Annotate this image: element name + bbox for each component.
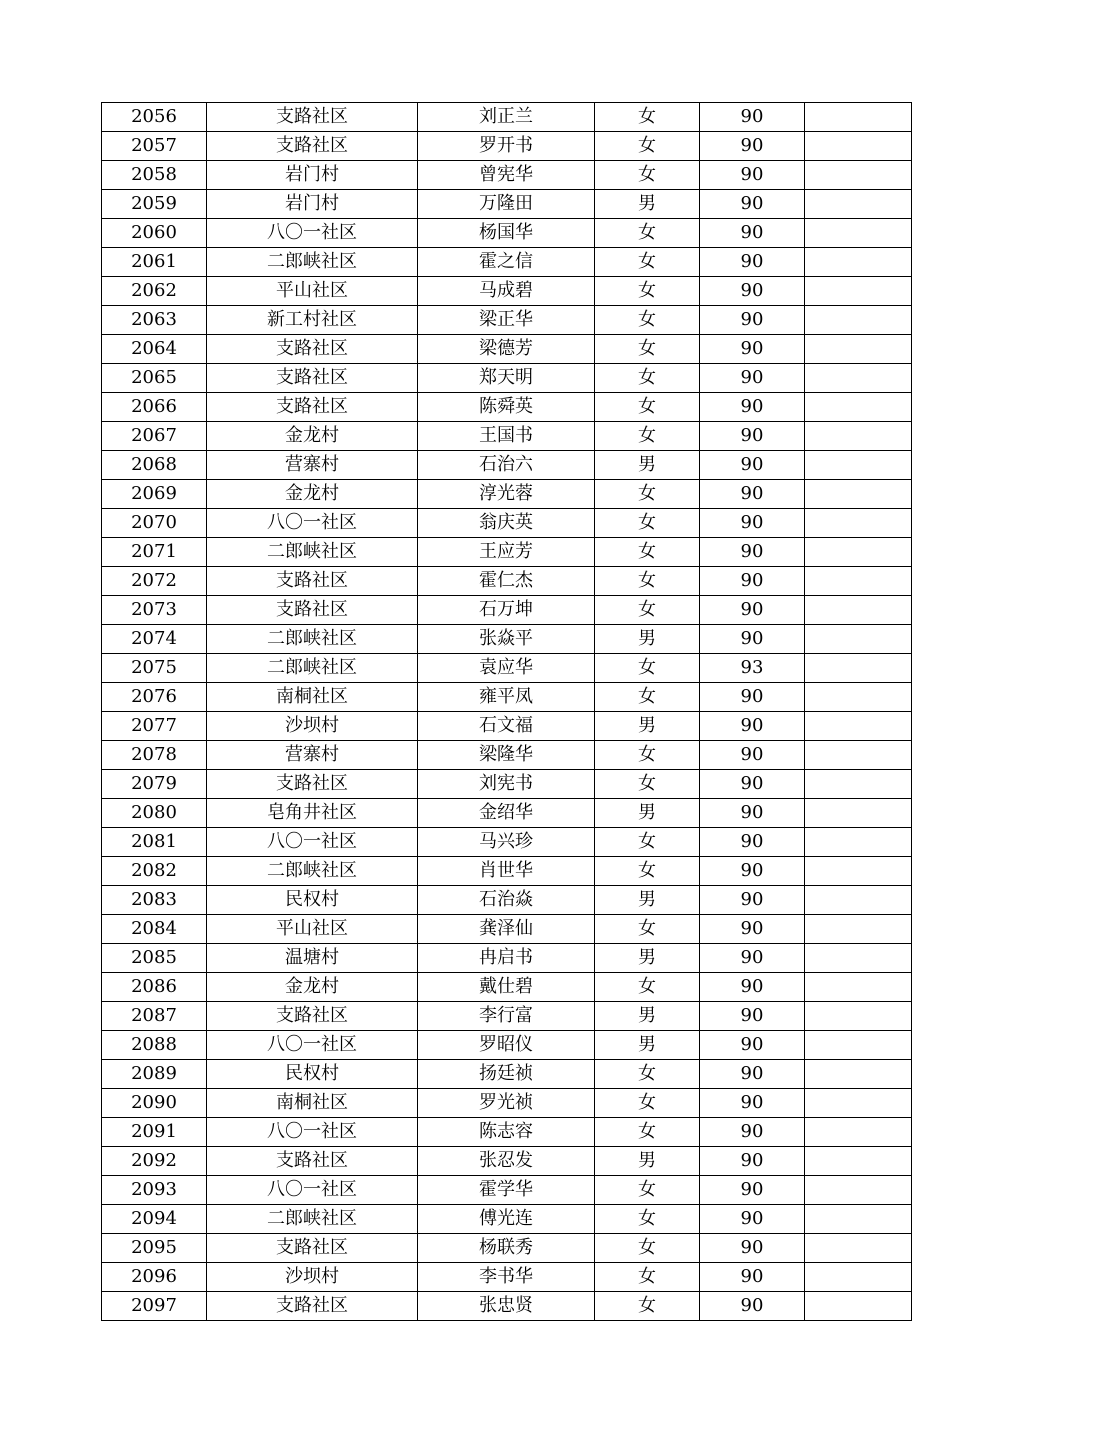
gender-cell: 女 [595,915,700,944]
table-row [102,1263,912,1292]
name-cell: 梁隆华 [418,741,595,770]
record-id-cell: 2087 [102,1002,207,1031]
note-cell [805,567,912,596]
table-row [102,161,912,190]
name-cell: 翁庆英 [418,509,595,538]
name-cell: 马兴珍 [418,828,595,857]
note-cell [805,364,912,393]
note-cell [805,828,912,857]
table-row [102,828,912,857]
note-cell [805,306,912,335]
gender-cell: 男 [595,1147,700,1176]
note-cell [805,683,912,712]
name-cell: 张忍发 [418,1147,595,1176]
age-cell: 90 [700,625,805,654]
community-cell: 二郎峡社区 [207,654,418,683]
note-cell [805,1002,912,1031]
note-cell [805,393,912,422]
name-cell: 袁应华 [418,654,595,683]
gender-cell: 女 [595,1263,700,1292]
age-cell: 90 [700,1147,805,1176]
gender-cell: 男 [595,1002,700,1031]
community-cell: 支路社区 [207,335,418,364]
note-cell [805,625,912,654]
table-row [102,625,912,654]
record-id-cell: 2063 [102,306,207,335]
age-cell: 90 [700,306,805,335]
gender-cell: 女 [595,161,700,190]
name-cell: 陈志容 [418,1118,595,1147]
gender-cell: 男 [595,625,700,654]
community-cell: 二郎峡社区 [207,625,418,654]
name-cell: 雍平凤 [418,683,595,712]
name-cell: 石治六 [418,451,595,480]
gender-cell: 女 [595,1205,700,1234]
age-cell: 90 [700,335,805,364]
table-row [102,1147,912,1176]
gender-cell: 女 [595,741,700,770]
record-id-cell: 2059 [102,190,207,219]
age-cell: 90 [700,393,805,422]
community-cell: 岩门村 [207,161,418,190]
table-row [102,103,912,132]
community-cell: 营寨村 [207,741,418,770]
record-id-cell: 2071 [102,538,207,567]
gender-cell: 女 [595,654,700,683]
name-cell: 石万坤 [418,596,595,625]
gender-cell: 女 [595,364,700,393]
community-cell: 支路社区 [207,1002,418,1031]
table-row [102,944,912,973]
age-cell: 90 [700,973,805,1002]
community-cell: 南桐社区 [207,1089,418,1118]
record-id-cell: 2086 [102,973,207,1002]
table-row [102,1118,912,1147]
note-cell [805,944,912,973]
note-cell [805,422,912,451]
age-cell: 90 [700,886,805,915]
table-row [102,306,912,335]
record-id-cell: 2096 [102,1263,207,1292]
record-id-cell: 2062 [102,277,207,306]
note-cell [805,190,912,219]
community-cell: 支路社区 [207,393,418,422]
record-id-cell: 2076 [102,683,207,712]
note-cell [805,103,912,132]
record-id-cell: 2074 [102,625,207,654]
community-cell: 支路社区 [207,103,418,132]
gender-cell: 女 [595,277,700,306]
gender-cell: 女 [595,973,700,1002]
gender-cell: 女 [595,567,700,596]
age-cell: 90 [700,1089,805,1118]
gender-cell: 女 [595,596,700,625]
name-cell: 扬廷祯 [418,1060,595,1089]
community-cell: 二郎峡社区 [207,248,418,277]
community-cell: 八〇一社区 [207,1031,418,1060]
gender-cell: 女 [595,1060,700,1089]
community-cell: 南桐社区 [207,683,418,712]
community-cell: 民权村 [207,1060,418,1089]
age-cell: 90 [700,799,805,828]
gender-cell: 女 [595,828,700,857]
gender-cell: 女 [595,335,700,364]
name-cell: 金绍华 [418,799,595,828]
table-row [102,451,912,480]
table-row [102,1089,912,1118]
table-row [102,654,912,683]
community-cell: 八〇一社区 [207,1176,418,1205]
table-row [102,248,912,277]
gender-cell: 女 [595,248,700,277]
record-id-cell: 2081 [102,828,207,857]
record-id-cell: 2075 [102,654,207,683]
table-row [102,277,912,306]
name-cell: 王应芳 [418,538,595,567]
gender-cell: 男 [595,451,700,480]
note-cell [805,1089,912,1118]
record-id-cell: 2064 [102,335,207,364]
age-cell: 90 [700,1118,805,1147]
note-cell [805,1147,912,1176]
gender-cell: 女 [595,393,700,422]
community-cell: 八〇一社区 [207,828,418,857]
community-cell: 支路社区 [207,770,418,799]
record-id-cell: 2069 [102,480,207,509]
table-row [102,219,912,248]
gender-cell: 女 [595,132,700,161]
record-id-cell: 2072 [102,567,207,596]
note-cell [805,451,912,480]
table-row [102,335,912,364]
table-row [102,857,912,886]
gender-cell: 女 [595,1176,700,1205]
note-cell [805,277,912,306]
note-cell [805,1031,912,1060]
community-cell: 皂角井社区 [207,799,418,828]
gender-cell: 男 [595,712,700,741]
table-row [102,1176,912,1205]
age-cell: 90 [700,1205,805,1234]
name-cell: 罗昭仪 [418,1031,595,1060]
age-cell: 90 [700,712,805,741]
name-cell: 杨国华 [418,219,595,248]
note-cell [805,1205,912,1234]
table-row [102,1234,912,1263]
record-id-cell: 2090 [102,1089,207,1118]
table-row [102,132,912,161]
table-row [102,190,912,219]
note-cell [805,1292,912,1321]
age-cell: 90 [700,161,805,190]
community-cell: 沙坝村 [207,712,418,741]
community-cell: 沙坝村 [207,1263,418,1292]
age-cell: 90 [700,1031,805,1060]
community-cell: 岩门村 [207,190,418,219]
record-id-cell: 2082 [102,857,207,886]
record-id-cell: 2067 [102,422,207,451]
table-row [102,1031,912,1060]
note-cell [805,915,912,944]
name-cell: 郑天明 [418,364,595,393]
note-cell [805,857,912,886]
table-row [102,1205,912,1234]
name-cell: 梁德芳 [418,335,595,364]
age-cell: 90 [700,741,805,770]
table-row [102,567,912,596]
age-cell: 90 [700,422,805,451]
note-cell [805,1118,912,1147]
records-table [101,102,912,1321]
record-id-cell: 2066 [102,393,207,422]
table-row [102,1060,912,1089]
name-cell: 龚泽仙 [418,915,595,944]
name-cell: 傅光连 [418,1205,595,1234]
community-cell: 支路社区 [207,567,418,596]
gender-cell: 女 [595,422,700,451]
record-id-cell: 2073 [102,596,207,625]
note-cell [805,654,912,683]
name-cell: 霍仁杰 [418,567,595,596]
record-id-cell: 2079 [102,770,207,799]
age-cell: 90 [700,915,805,944]
age-cell: 90 [700,248,805,277]
age-cell: 90 [700,277,805,306]
note-cell [805,1176,912,1205]
gender-cell: 女 [595,538,700,567]
record-id-cell: 2097 [102,1292,207,1321]
gender-cell: 女 [595,306,700,335]
age-cell: 90 [700,509,805,538]
gender-cell: 女 [595,219,700,248]
record-id-cell: 2085 [102,944,207,973]
age-cell: 90 [700,683,805,712]
record-id-cell: 2058 [102,161,207,190]
age-cell: 90 [700,828,805,857]
name-cell: 曾宪华 [418,161,595,190]
community-cell: 二郎峡社区 [207,538,418,567]
name-cell: 杨联秀 [418,1234,595,1263]
age-cell: 90 [700,1060,805,1089]
note-cell [805,973,912,1002]
record-id-cell: 2092 [102,1147,207,1176]
age-cell: 90 [700,364,805,393]
name-cell: 淳光蓉 [418,480,595,509]
gender-cell: 男 [595,190,700,219]
age-cell: 90 [700,132,805,161]
note-cell [805,480,912,509]
note-cell [805,886,912,915]
name-cell: 刘正兰 [418,103,595,132]
gender-cell: 女 [595,1118,700,1147]
name-cell: 马成碧 [418,277,595,306]
community-cell: 营寨村 [207,451,418,480]
gender-cell: 女 [595,1234,700,1263]
community-cell: 金龙村 [207,422,418,451]
record-id-cell: 2078 [102,741,207,770]
name-cell: 刘宪书 [418,770,595,799]
age-cell: 90 [700,219,805,248]
age-cell: 90 [700,480,805,509]
name-cell: 梁正华 [418,306,595,335]
community-cell: 支路社区 [207,364,418,393]
table-row [102,1292,912,1321]
table-row [102,393,912,422]
name-cell: 石文福 [418,712,595,741]
record-id-cell: 2088 [102,1031,207,1060]
table-row [102,973,912,1002]
age-cell: 90 [700,103,805,132]
record-id-cell: 2061 [102,248,207,277]
table-row [102,1002,912,1031]
community-cell: 二郎峡社区 [207,1205,418,1234]
community-cell: 平山社区 [207,915,418,944]
record-id-cell: 2093 [102,1176,207,1205]
name-cell: 霍学华 [418,1176,595,1205]
record-id-cell: 2094 [102,1205,207,1234]
community-cell: 民权村 [207,886,418,915]
table-row [102,799,912,828]
table-row [102,422,912,451]
records-table-body [102,103,912,1321]
note-cell [805,161,912,190]
name-cell: 肖世华 [418,857,595,886]
age-cell: 90 [700,770,805,799]
community-cell: 支路社区 [207,596,418,625]
gender-cell: 男 [595,1031,700,1060]
note-cell [805,335,912,364]
age-cell: 90 [700,596,805,625]
name-cell: 罗光祯 [418,1089,595,1118]
table-row [102,886,912,915]
age-cell: 90 [700,538,805,567]
community-cell: 八〇一社区 [207,1118,418,1147]
record-id-cell: 2084 [102,915,207,944]
name-cell: 万隆田 [418,190,595,219]
table-row [102,712,912,741]
gender-cell: 男 [595,944,700,973]
community-cell: 二郎峡社区 [207,857,418,886]
record-id-cell: 2065 [102,364,207,393]
name-cell: 石治焱 [418,886,595,915]
note-cell [805,770,912,799]
community-cell: 八〇一社区 [207,219,418,248]
table-row [102,741,912,770]
age-cell: 90 [700,1292,805,1321]
name-cell: 王国书 [418,422,595,451]
age-cell: 90 [700,944,805,973]
name-cell: 霍之信 [418,248,595,277]
note-cell [805,1060,912,1089]
record-id-cell: 2060 [102,219,207,248]
record-id-cell: 2091 [102,1118,207,1147]
gender-cell: 女 [595,683,700,712]
gender-cell: 女 [595,480,700,509]
record-id-cell: 2070 [102,509,207,538]
name-cell: 张忠贤 [418,1292,595,1321]
record-id-cell: 2083 [102,886,207,915]
age-cell: 90 [700,1002,805,1031]
age-cell: 90 [700,567,805,596]
gender-cell: 男 [595,799,700,828]
note-cell [805,248,912,277]
community-cell: 平山社区 [207,277,418,306]
gender-cell: 女 [595,1089,700,1118]
age-cell: 90 [700,190,805,219]
record-id-cell: 2056 [102,103,207,132]
age-cell: 90 [700,1263,805,1292]
community-cell: 金龙村 [207,973,418,1002]
record-id-cell: 2057 [102,132,207,161]
gender-cell: 男 [595,886,700,915]
table-row [102,509,912,538]
table-row [102,596,912,625]
age-cell: 90 [700,1234,805,1263]
record-id-cell: 2068 [102,451,207,480]
note-cell [805,538,912,567]
note-cell [805,799,912,828]
table-row [102,915,912,944]
community-cell: 新工村社区 [207,306,418,335]
record-id-cell: 2080 [102,799,207,828]
community-cell: 金龙村 [207,480,418,509]
name-cell: 李行富 [418,1002,595,1031]
community-cell: 支路社区 [207,1147,418,1176]
name-cell: 冉启书 [418,944,595,973]
name-cell: 陈舜英 [418,393,595,422]
name-cell: 李书华 [418,1263,595,1292]
record-id-cell: 2089 [102,1060,207,1089]
name-cell: 罗开书 [418,132,595,161]
gender-cell: 女 [595,770,700,799]
gender-cell: 女 [595,103,700,132]
gender-cell: 女 [595,857,700,886]
note-cell [805,596,912,625]
note-cell [805,219,912,248]
record-id-cell: 2077 [102,712,207,741]
note-cell [805,132,912,161]
table-row [102,538,912,567]
community-cell: 八〇一社区 [207,509,418,538]
gender-cell: 女 [595,509,700,538]
gender-cell: 女 [595,1292,700,1321]
age-cell: 90 [700,1176,805,1205]
age-cell: 93 [700,654,805,683]
age-cell: 90 [700,857,805,886]
name-cell: 张焱平 [418,625,595,654]
table-row [102,364,912,393]
record-id-cell: 2095 [102,1234,207,1263]
table-row [102,480,912,509]
community-cell: 支路社区 [207,1292,418,1321]
note-cell [805,741,912,770]
community-cell: 支路社区 [207,1234,418,1263]
name-cell: 戴仕碧 [418,973,595,1002]
note-cell [805,712,912,741]
community-cell: 支路社区 [207,132,418,161]
age-cell: 90 [700,451,805,480]
community-cell: 温塘村 [207,944,418,973]
table-row [102,770,912,799]
note-cell [805,1234,912,1263]
note-cell [805,1263,912,1292]
table-row [102,683,912,712]
note-cell [805,509,912,538]
